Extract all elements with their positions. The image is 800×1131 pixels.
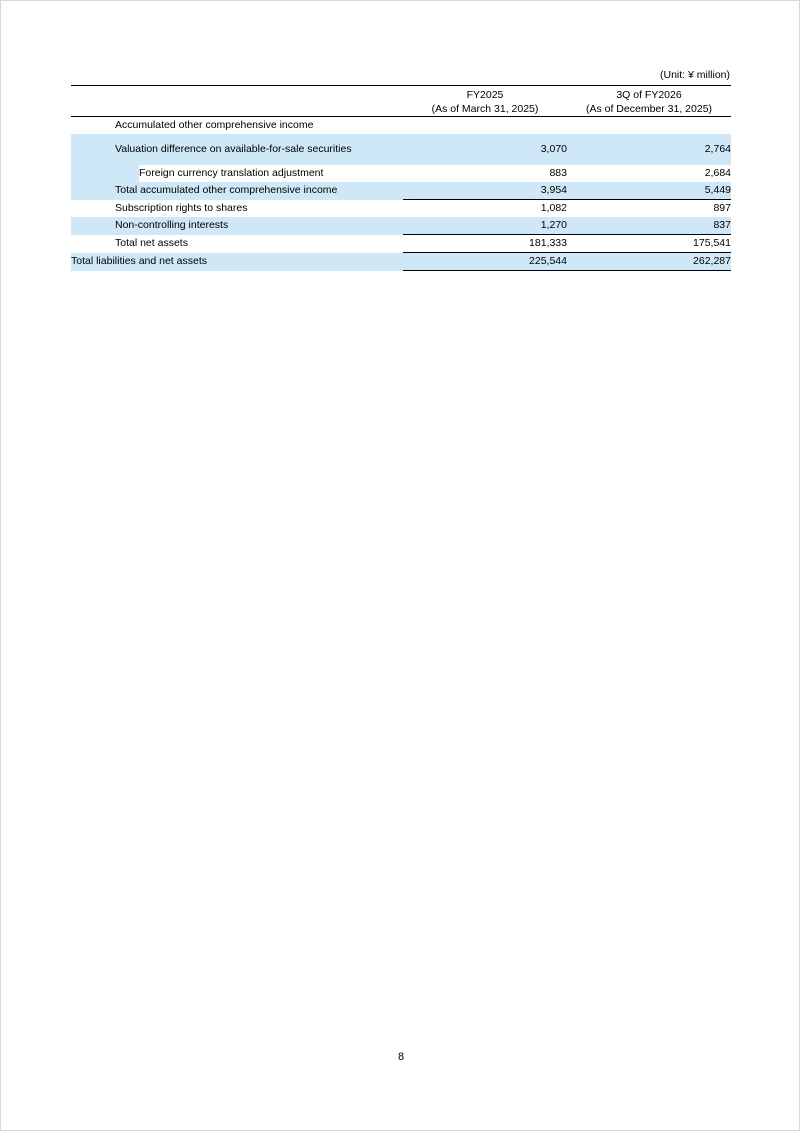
row-label: Non-controlling interests <box>115 217 403 235</box>
row-indent-cell <box>71 200 115 218</box>
row-value-col1: 225,544 <box>403 253 567 271</box>
header-col1-subtitle: (As of March 31, 2025) <box>431 103 539 115</box>
row-value-col2 <box>567 117 731 135</box>
balance-sheet-table <box>71 85 731 271</box>
row-label: Foreign currency translation adjustment <box>139 167 324 179</box>
row-indent-cell <box>71 235 115 253</box>
row-label: Total accumulated other comprehensive income <box>115 182 403 200</box>
header-col1-title: FY2025 <box>466 89 504 101</box>
row-value-col2: 5,449 <box>567 182 731 200</box>
unit-note: (Unit: ¥ million) <box>659 69 730 81</box>
row-value-col1: 1,270 <box>403 217 567 235</box>
table-row <box>71 134 731 165</box>
table-row <box>71 253 731 271</box>
row-value-col2: 897 <box>713 202 731 214</box>
header-col1 <box>403 88 567 117</box>
financial-statement-section <box>71 69 731 271</box>
row-indent-cell <box>71 165 115 182</box>
row-value-col1: 883 <box>549 167 567 179</box>
row-value-col1 <box>403 117 567 135</box>
row-value-col1: 3,070 <box>403 134 567 165</box>
table-row <box>71 182 731 200</box>
row-indent-cell-2 <box>115 165 139 182</box>
header-col2-title: 3Q of FY2026 <box>616 89 682 101</box>
table-row <box>71 117 731 135</box>
row-label: Total liabilities and net assets <box>71 253 403 271</box>
row-value-col2: 2,764 <box>567 134 731 165</box>
header-col2-subtitle: (As of December 31, 2025) <box>585 103 713 115</box>
table-row <box>71 165 731 182</box>
row-value-col2: 837 <box>567 217 731 235</box>
row-label: Accumulated other comprehensive income <box>115 119 314 131</box>
row-indent-cell <box>71 217 115 235</box>
row-indent-cell <box>71 134 115 165</box>
row-label: Total net assets <box>115 237 188 249</box>
row-value-col1: 181,333 <box>403 235 567 253</box>
row-value-col1: 3,954 <box>403 182 567 200</box>
table-row <box>71 200 731 218</box>
row-indent-cell <box>71 182 115 200</box>
row-value-col1: 1,082 <box>540 202 567 214</box>
header-col2 <box>567 88 731 117</box>
row-label: Subscription rights to shares <box>115 201 248 214</box>
row-indent-cell <box>71 117 115 135</box>
table-row <box>71 235 731 253</box>
table-header-row <box>71 88 731 117</box>
row-value-col2: 262,287 <box>567 253 731 271</box>
header-label-cell <box>71 88 403 117</box>
row-value-col2: 175,541 <box>567 235 731 253</box>
row-value-col2: 2,684 <box>704 167 731 179</box>
table-row <box>71 217 731 235</box>
row-label: Valuation difference on available-for-sale securities <box>115 134 403 165</box>
page-number: 8 <box>397 1051 405 1063</box>
